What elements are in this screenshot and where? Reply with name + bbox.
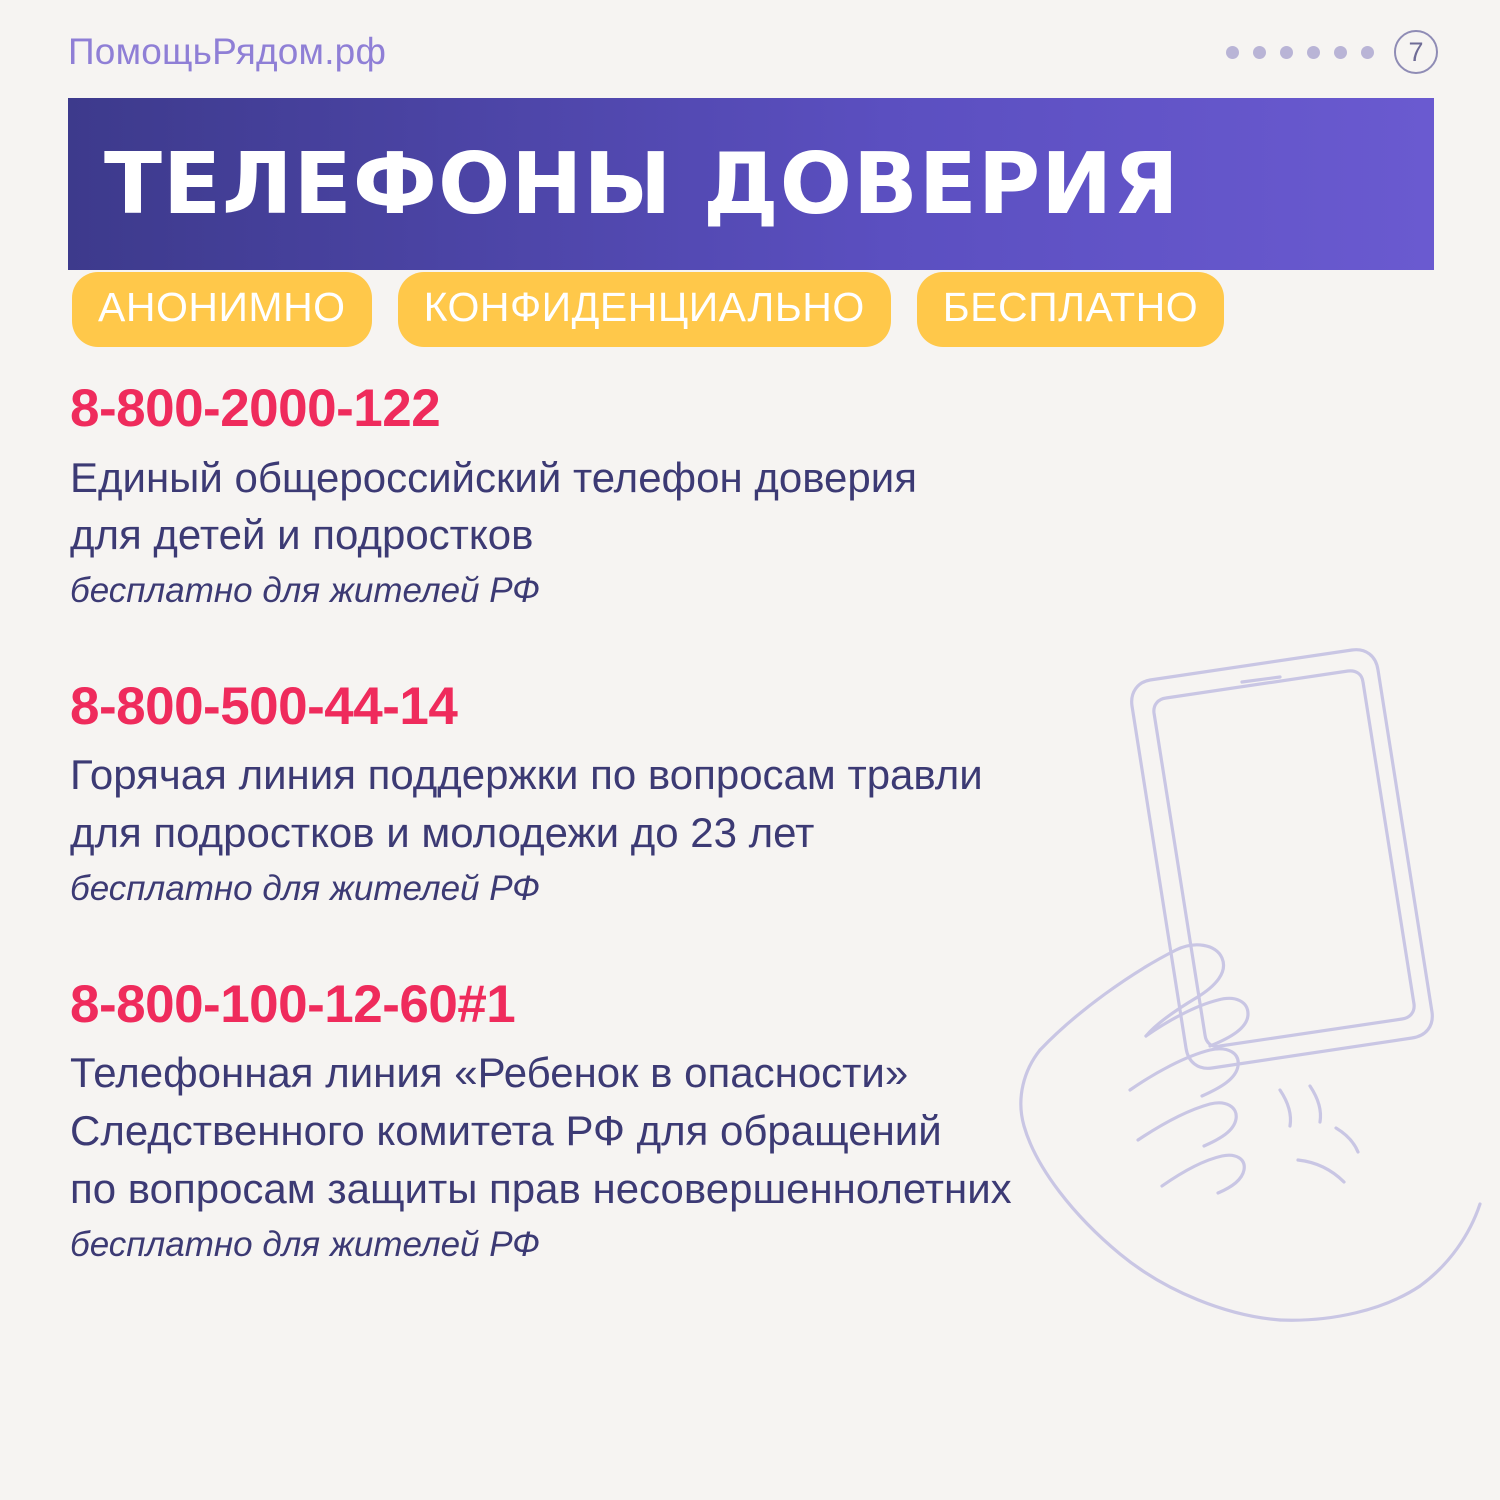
hotline-entry bbox=[70, 676, 1370, 912]
hotline-note: бесплатно для жителей РФ bbox=[70, 869, 541, 909]
title-banner bbox=[68, 98, 1434, 270]
pager-dot bbox=[1253, 46, 1266, 59]
top-bar bbox=[68, 22, 1438, 82]
hotline-description-line: для детей и подростков bbox=[70, 511, 534, 559]
hotline-description-line: для подростков и молодежи до 23 лет bbox=[70, 809, 815, 857]
tag-row bbox=[72, 272, 1438, 347]
hotline-phone-number[interactable]: 8-800-2000-122 bbox=[70, 379, 441, 438]
hotline-description-line: Горячая линия поддержки по вопросам травли bbox=[70, 751, 983, 799]
current-page-number: 7 bbox=[1394, 30, 1438, 74]
tag-confidential: КОНФИДЕНЦИАЛЬНО bbox=[398, 272, 891, 347]
hotline-entry bbox=[70, 974, 1370, 1268]
pager-dot bbox=[1334, 46, 1347, 59]
tag-free: БЕСПЛАТНО bbox=[917, 272, 1224, 347]
pager-dot bbox=[1361, 46, 1374, 59]
hotline-phone-number[interactable]: 8-800-100-12-60#1 bbox=[70, 974, 516, 1034]
page-title: ТЕЛЕФОНЫ ДОВЕРИЯ bbox=[104, 134, 1180, 234]
hotline-description-line: Телефонная линия «Ребенок в опасности» bbox=[70, 1049, 909, 1097]
page-indicator bbox=[1226, 30, 1438, 74]
hotline-note: бесплатно для жителей РФ bbox=[70, 571, 541, 611]
pager-dot bbox=[1226, 46, 1239, 59]
pager-dot bbox=[1280, 46, 1293, 59]
hotline-description-line: по вопросам защиты прав несовершеннолетних bbox=[70, 1165, 1012, 1213]
hotline-description-line: Следственного комитета РФ для обращений bbox=[70, 1107, 942, 1155]
hotline-list bbox=[70, 378, 1370, 1268]
tag-anonymous: АНОНИМНО bbox=[72, 272, 372, 347]
hotline-description-line: Единый общероссийский телефон доверия bbox=[70, 453, 917, 501]
hotline-note: бесплатно для жителей РФ bbox=[70, 1225, 541, 1265]
hotline-entry bbox=[70, 378, 1370, 614]
brand-name: ПомощьРядом.рф bbox=[68, 31, 387, 72]
pager-dot bbox=[1307, 46, 1320, 59]
hotline-phone-number[interactable]: 8-800-500-44-14 bbox=[70, 676, 458, 736]
